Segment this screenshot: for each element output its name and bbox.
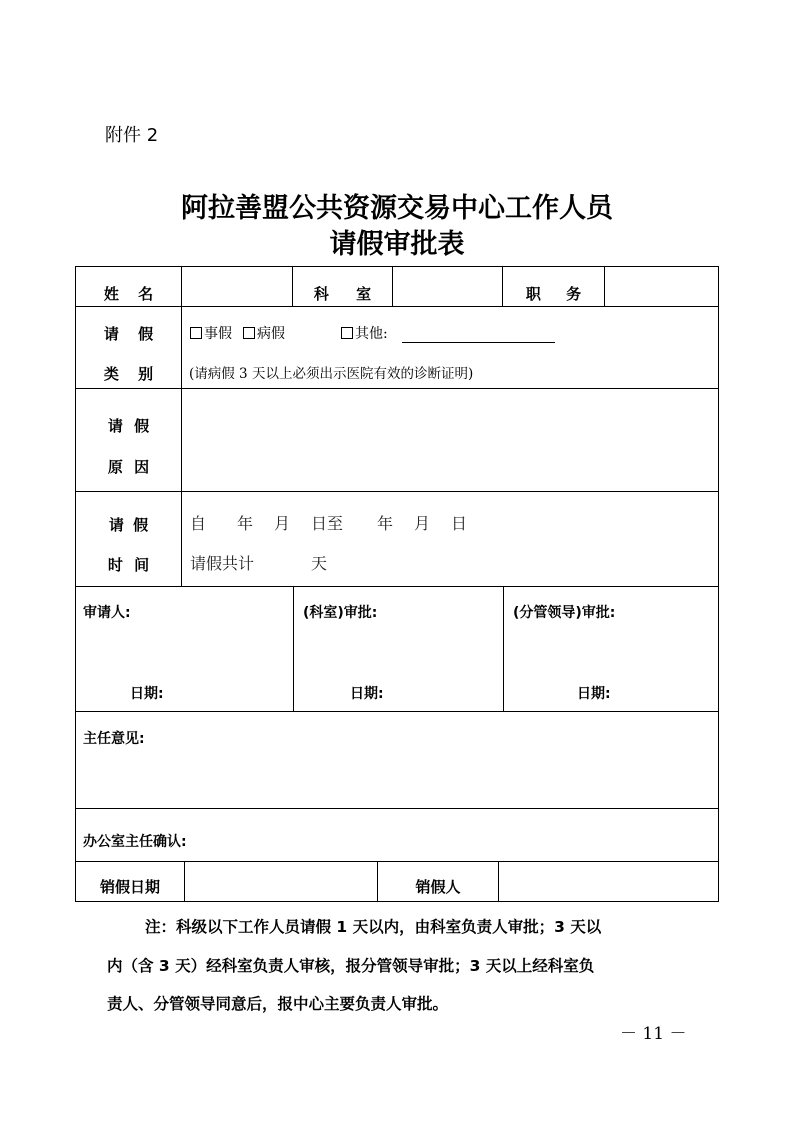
note-line: 内（含 3 天）经科室负责人审核，报分管领导审批；3 天以上经科室负	[107, 957, 595, 975]
time-year2: 年	[377, 514, 394, 533]
note-line: 注：科级以下工作人员请假 1 天以内，由科室负责人审批；3 天以	[145, 918, 602, 936]
time-day2: 日	[451, 514, 468, 533]
table-border-bottom	[75, 901, 719, 902]
table-border-left	[75, 266, 76, 901]
dept-approval-date-label: 日期:	[350, 686, 384, 702]
time-total-label: 请假共计	[190, 554, 255, 573]
table-line	[75, 711, 719, 712]
position-label: 职 务	[525, 285, 582, 303]
form-title-line1: 阿拉善盟公共资源交易中心工作人员	[181, 193, 613, 224]
personal-leave-text: 事假	[204, 326, 232, 342]
leave-type-label-line2: 类 别	[103, 365, 154, 383]
other-leave-text: 其他:	[355, 326, 388, 342]
reason-label-line1: 请 假	[107, 417, 150, 435]
attachment-label: 附件 2	[105, 125, 159, 146]
time-year1: 年	[237, 514, 254, 533]
other-leave-blank[interactable]	[402, 342, 555, 343]
table-line	[503, 586, 504, 711]
leader-approval-date-label: 日期:	[577, 686, 611, 702]
sick-leave-text: 病假	[257, 326, 285, 342]
time-month2: 月	[414, 514, 431, 533]
option-sick-leave[interactable]	[243, 324, 285, 344]
option-personal-leave[interactable]	[190, 324, 232, 344]
position-field[interactable]	[605, 267, 718, 306]
canceller-label: 销假人	[415, 878, 461, 896]
leave-type-label-line1: 请 假	[103, 325, 154, 343]
sick-leave-checkbox[interactable]	[243, 327, 255, 339]
cancel-date-label: 销假日期	[99, 878, 160, 896]
time-month1: 月	[274, 514, 291, 533]
reason-label-line2: 原 因	[107, 458, 150, 476]
sick-leave-note: (请病假 3 天以上必须出示医院有效的诊断证明)	[189, 366, 474, 382]
time-days-unit: 天	[311, 554, 328, 573]
personal-leave-checkbox[interactable]	[190, 327, 202, 339]
dept-approval-label: (科室)审批:	[303, 605, 378, 621]
page-number: － 11 －	[620, 1024, 687, 1044]
dept-label: 科 室	[313, 285, 372, 303]
name-label: 姓 名	[103, 285, 154, 303]
form-title-line2: 请假审批表	[329, 229, 465, 260]
office-director-confirm-label: 办公室主任确认:	[83, 834, 187, 850]
dept-field[interactable]	[393, 267, 502, 306]
table-line	[75, 306, 719, 307]
reason-field[interactable]	[182, 389, 718, 491]
note-line: 责人、分管领导同意后，报中心主要负责人审批。	[107, 995, 449, 1013]
table-border-right	[718, 266, 719, 901]
table-line	[75, 808, 719, 809]
leader-approval-label: (分管领导)审批:	[513, 605, 616, 621]
time-from: 自	[190, 514, 207, 533]
option-other-leave[interactable]	[341, 324, 388, 344]
applicant-date-label: 日期:	[130, 686, 164, 702]
table-line	[75, 586, 719, 587]
canceller-field[interactable]	[499, 862, 718, 901]
director-opinion-label: 主任意见:	[83, 731, 145, 747]
time-label-line1: 请 假	[108, 516, 149, 534]
time-day-to: 日至	[311, 514, 344, 533]
table-line	[293, 586, 294, 711]
applicant-label: 审请人:	[83, 605, 131, 621]
name-field[interactable]	[182, 267, 292, 306]
time-label-line2: 时 间	[107, 556, 150, 574]
cancel-date-field[interactable]	[185, 862, 377, 901]
table-line	[75, 491, 719, 492]
other-leave-checkbox[interactable]	[341, 327, 353, 339]
